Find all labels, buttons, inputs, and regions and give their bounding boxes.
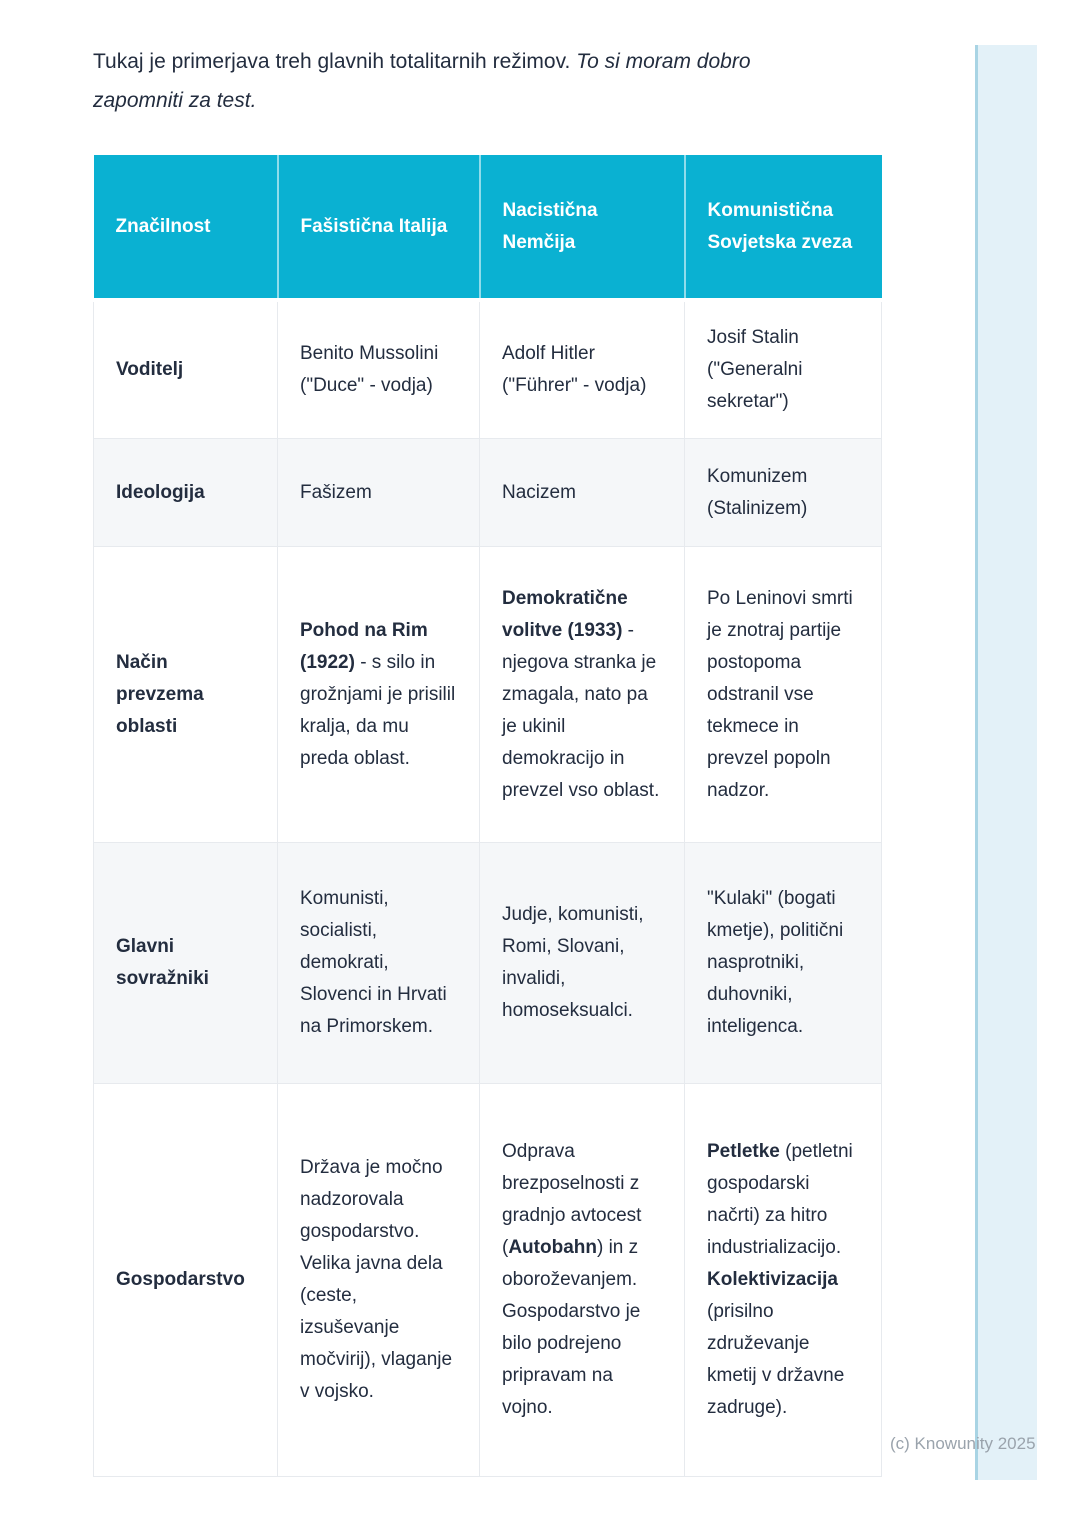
header-cell-znacilnost: Značilnost (94, 155, 278, 300)
table-row-ideologija (94, 439, 882, 547)
cell-prevzem-italija: Pohod na Rim (1922) - s silo in grožnjami je prisilil kralja, da mu preda oblast. (278, 547, 480, 843)
row-label-glavni-sovrazniki: Glavni sovražniki (94, 843, 278, 1084)
copyright-footer: (c) Knowunity 2025 (890, 1434, 1036, 1453)
intro-paragraph (93, 42, 843, 120)
cell-sovrazniki-sovjetska-zveza: "Kulaki" (bogati kmetje), politični nasprotniki, duhovniki, inteligenca. (685, 843, 882, 1084)
cell-gospodarstvo-italija: Država je močno nadzorovala gospodarstvo. Velika javna dela (ceste, izsuševanje močvirij), vlaganje v vojsko. (278, 1084, 480, 1477)
highlight-stripe (975, 45, 1037, 1480)
cell-prevzem-nemcija: Demokratične volitve (1933) - njegova stranka je zmagala, nato pa je ukinil demokracijo in prevzel vso oblast. (480, 547, 685, 843)
cell-prevzem-sovjetska-zveza: Po Leninovi smrti je znotraj partije postopoma odstranil vse tekmece in prevzel popoln nadzor. (685, 547, 882, 843)
table-header-row (94, 155, 882, 300)
header-cell-komunisticna-sovjetska-zveza: Komunistična Sovjetska zveza (685, 155, 882, 300)
header-cell-nacisticna-nemcija: Nacistična Nemčija (480, 155, 685, 300)
row-label-voditelj: Voditelj (94, 300, 278, 439)
row-label-nacin-prevzema-oblasti: Način prevzema oblasti (94, 547, 278, 843)
table-row-glavni-sovrazniki (94, 843, 882, 1084)
cell-ideologija-sovjetska-zveza: Komunizem (Stalinizem) (685, 439, 882, 547)
cell-sovrazniki-nemcija: Judje, komunisti, Romi, Slovani, invalidi, homoseksualci. (480, 843, 685, 1084)
header-cell-fasisticna-italija: Fašistična Italija (278, 155, 480, 300)
cell-ideologija-nemcija: Nacizem (480, 439, 685, 547)
cell-sovrazniki-italija: Komunisti, socialisti, demokrati, Slovenci in Hrvati na Primorskem. (278, 843, 480, 1084)
cell-gospodarstvo-sovjetska-zveza: Petletke (petletni gospodarski načrti) za hitro industrializacijo. Kolektivizacija (prisilno združevanje kmetij v državne zadruge). (685, 1084, 882, 1477)
row-label-ideologija: Ideologija (94, 439, 278, 547)
cell-voditelj-sovjetska-zveza: Josif Stalin ("Generalni sekretar") (685, 300, 882, 439)
cell-voditelj-italija: Benito Mussolini ("Duce" - vodja) (278, 300, 480, 439)
table-row-gospodarstvo (94, 1084, 882, 1477)
cell-gospodarstvo-nemcija: Odprava brezposelnosti z gradnjo avtocest (Autobahn) in z oboroževanjem. Gospodarstvo je bilo podrejeno pripravam na vojno. (480, 1084, 685, 1477)
cell-ideologija-italija: Fašizem (278, 439, 480, 547)
cell-voditelj-nemcija: Adolf Hitler ("Führer" - vodja) (480, 300, 685, 439)
comparison-table (93, 155, 882, 1477)
row-label-gospodarstvo: Gospodarstvo (94, 1084, 278, 1477)
intro-note-italic: To si moram dobro zapomniti za test. (93, 50, 751, 112)
table-row-voditelj (94, 300, 882, 439)
intro-text: Tukaj je primerjava treh glavnih totalitarnih režimov. (93, 50, 577, 73)
table-row-nacin-prevzema-oblasti (94, 547, 882, 843)
